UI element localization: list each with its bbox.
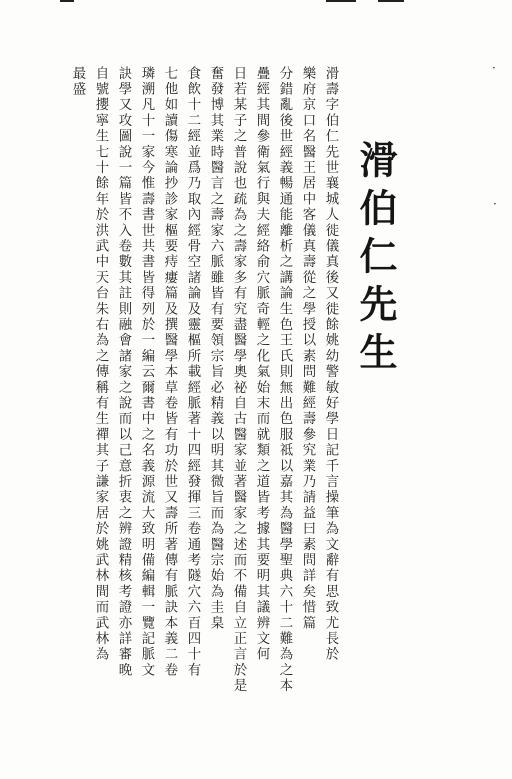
text-column-6: 奮發博其業時醫言之壽家六脈雖皆有要領宗旨必精義以明其微旨而為醫宗始為圭臬 — [208, 66, 223, 632]
text-column-1: 滑壽字伯仁先世襄城人徙儀真後又徙餘姚幼警敏好學日記千言操筆為文辭有思致尤長於 — [323, 66, 338, 663]
top-rule-fragment — [60, 0, 74, 2]
text-columns — [66, 66, 342, 706]
text-column-10: 訣學又攻圖說一篇皆不入卷數其註則融會諸家之說而以己意折衷之辨證精核考證亦詳審晚 — [116, 66, 131, 679]
text-column-7: 食飲十二經並爲乃取內經骨空諸論及靈樞所載經脈著十四經發揮三卷通考隧穴六百四十有 — [185, 66, 200, 679]
text-column-5: 日若某子之普說也疏為之壽家多有究盡醫學奧祕自古醫家並著醫家之述而不備自立正言於是 — [231, 66, 246, 694]
text-column-8: 七他如讀傷寒論抄診家樞要痔瘻篇及撰醫學本草卷皆有功於世又壽所著傳有脈訣本義二卷 — [162, 66, 177, 679]
top-rule-fragment — [378, 0, 404, 2]
top-rule-fragment — [326, 0, 356, 2]
text-column-11: 自號攖寧生七十餘年於洪武中天台朱右為之傳稱有生禪其子謙家居於姚武林間而武林為 — [93, 66, 108, 663]
text-column-4: 疊經其間參衛氣行與夫經絡俞穴脈奇輕之化氣始末而就類之道皆考據其要明其議辨文何 — [254, 66, 269, 663]
page-title: 滑伯仁先生 — [353, 140, 398, 380]
text-column-3: 分錯亂後世經義暢通能離析之講論生色王氏則無出色服祗以嘉其為醫學聖典六十二難為之本 — [277, 66, 292, 694]
margin-mark: · — [493, 197, 497, 211]
text-column-9: 璘溯凡十一家今惟壽書世共書皆得列於一編云爾書中之名義源流大致明備編輯一覽記脈文 — [139, 66, 154, 679]
text-column-12: 最盛 — [70, 66, 85, 98]
text-column-2: 樂府京口名醫王居中客儀真壽從之學授以素問難經壽參究業乃請益曰素問詳矣惜篇 — [300, 66, 315, 632]
margin-mark: · — [492, 61, 496, 75]
